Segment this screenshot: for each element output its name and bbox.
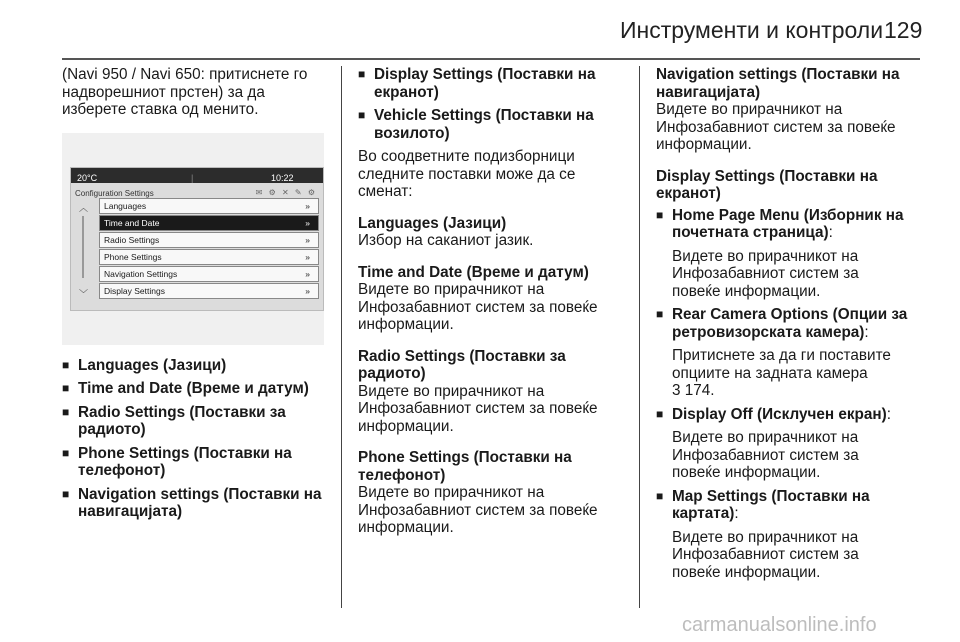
bullet-item: ■ Navigation settings (Поставки на навигацијата) — [62, 486, 332, 521]
section-heading: Navigation settings (Поставки на навигацијата) — [656, 66, 900, 101]
bullet-text: Видете во прирачникот на Инфозабавниот систем за повеќе информации. — [672, 429, 859, 481]
page-number: 129 — [884, 17, 923, 43]
scrollbar[interactable] — [82, 216, 84, 278]
column-divider — [341, 66, 342, 608]
bullet-item: ■ Languages (Јазици) — [62, 357, 332, 375]
chevron-right-icon: » — [305, 217, 310, 228]
column-divider — [639, 66, 640, 608]
status-icons: ✉ ⚙ ✕ ✎ ⚙ — [255, 187, 317, 197]
section-heading: Radio Settings (Поставки за радиото) — [358, 347, 566, 382]
screen-title: Configuration Settings ✉ ⚙ ✕ ✎ ⚙ — [71, 183, 323, 197]
config-screen — [70, 167, 324, 311]
column-2 — [358, 66, 630, 537]
page-title: Инструменти и контроли — [620, 17, 884, 43]
section-text: Видете во прирачникот на Инфозабавниот систем за повеќе информации. — [358, 484, 598, 536]
bullet-item: ■ Time and Date (Време и датум) — [62, 380, 332, 398]
intro-text: (Navi 950 / Navi 650: притиснете го надворешниот прстен) за да изберете ставка од менито. — [62, 66, 308, 118]
list-item[interactable]: Display Settings » — [99, 283, 319, 299]
chevron-right-icon: » — [305, 200, 310, 211]
paragraph: Во соодветните подизборници следните поставки може да се сменат: — [358, 148, 576, 200]
watermark: carmanualsonline.info — [682, 614, 877, 636]
section-text: Избор на саканиот јазик. — [358, 232, 534, 249]
bullet-text: Видете во прирачникот на Инфозабавниот систем за повеќе информации. — [672, 247, 859, 300]
list-item[interactable]: Radio Settings » — [99, 232, 319, 248]
temperature: 20°C — [77, 172, 98, 183]
bullet-item: ■ Phone Settings (Поставки на телефонот) — [62, 445, 332, 480]
bullet-item: ■ Rear Camera Options (Опции за ретровизорската камера): — [656, 306, 926, 341]
bullet-item: ■ Radio Settings (Поставки за радиото) — [62, 404, 332, 439]
clock: 10:22 — [271, 172, 294, 183]
section-text: Видете во прирачникот на Инфозабавниот систем за повеќе информации. — [358, 382, 598, 435]
bullet-text: Притиснете за да ги поставите опциите на задната камера 3 174. — [672, 347, 891, 399]
chevron-right-icon: » — [305, 268, 310, 279]
screenshot-figure — [62, 133, 324, 345]
list-item[interactable]: Navigation Settings » — [99, 266, 319, 282]
section-heading: Phone Settings (Поставки на телефонот) — [358, 449, 572, 484]
bullet-item: ■ Home Page Menu (Изборник на почетната страница): — [656, 207, 926, 242]
bullet-item: ■ Display Settings (Поставки на екранот) — [358, 66, 630, 101]
bullet-item: ■ Map Settings (Поставки на картата): — [656, 488, 926, 523]
settings-list — [99, 198, 319, 300]
section-heading: Time and Date (Време и датум) — [358, 263, 589, 281]
chevron-right-icon: » — [305, 285, 310, 296]
bullet-item: ■ Vehicle Settings (Поставки на возилото) — [358, 107, 630, 142]
column-3 — [656, 66, 926, 581]
section-text: Видете во прирачникот на Инфозабавниот систем за повеќе информации. — [358, 281, 598, 333]
scroll-down-icon[interactable]: ﹀ — [79, 288, 89, 299]
header-rule — [62, 58, 920, 60]
chevron-right-icon: » — [305, 234, 310, 245]
section-heading: Display Settings (Поставки на екранот) — [656, 167, 878, 202]
scroll-up-icon[interactable]: ︿ — [79, 202, 89, 213]
bullet-text: Видете во прирачникот на Инфозабавниот систем за повеќе информации. — [672, 528, 859, 581]
section-text: Видете во прирачникот на Инфозабавниот систем за повеќе информации. — [656, 101, 896, 153]
column-1 — [62, 66, 332, 521]
section-heading: Languages (Јазици) — [358, 214, 507, 232]
list-item[interactable]: Phone Settings » — [99, 249, 319, 265]
chevron-right-icon: » — [305, 251, 310, 262]
list-item[interactable]: Languages » — [99, 198, 319, 214]
page-header — [0, 0, 960, 62]
list-item-selected[interactable]: Time and Date » — [99, 215, 319, 231]
bullet-item: ■ Display Off (Исклучен екран): — [656, 406, 926, 424]
status-bar: 20°C | 10:22 — [71, 168, 323, 183]
